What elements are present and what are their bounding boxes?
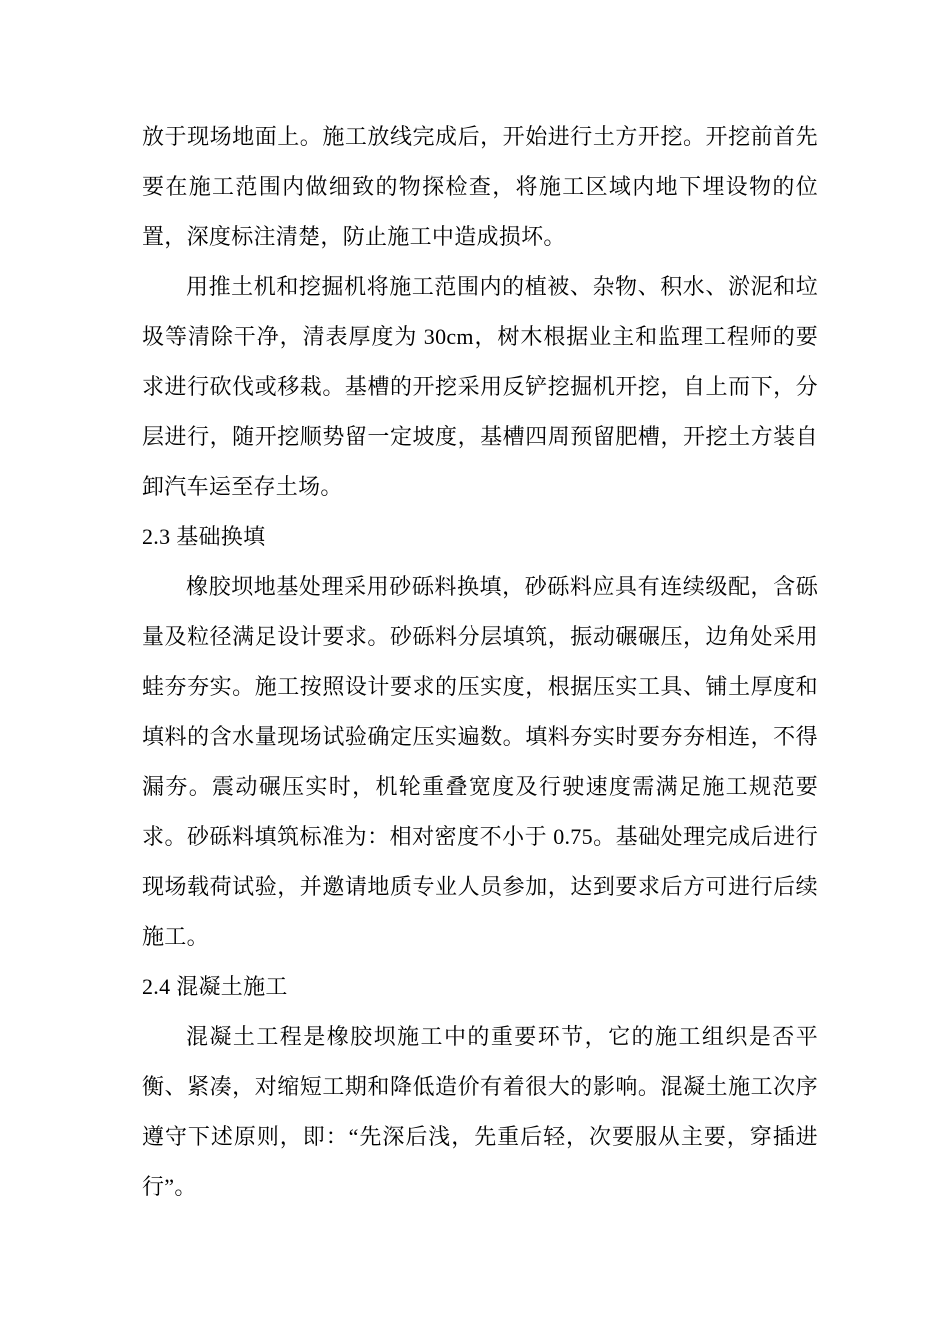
paragraph-foundation-replacement-details: 橡胶坝地基处理采用砂砾料换填，砂砾料应具有连续级配，含砾量及粒径满足设计要求。砂砾料分层填筑，振动碾碾压，边角处采用蛙夯夯实。施工按照设计要求的压实度，根据压实工具、铺土厚度和填料的含水量现场试验确定压实遍数。填料夯实时要夯夯相连，不得漏夯。震动碾压实时，机轮重叠宽度及行驶速度需满足施工规范要求。砂砾料填筑标准为：相对密度不小于 0.75。基础处理完成后进行现场载荷试验，并邀请地质专业人员参加，达到要求后方可进行后续施工。 [142,574,818,949]
section-heading-2-3-foundation-replacement: 2.3 基础换填 [142,524,266,549]
paragraph-site-clearing-and-trench-excavation: 用推土机和挖掘机将施工范围内的植被、杂物、积水、淤泥和垃圾等清除干净，清表厚度为 30cm，树木根据业主和监理工程师的要求进行砍伐或移栽。基槽的开挖采用反铲挖掘机开挖，自上而下，分层进行，随开挖顺势留一定坡度，基槽四周预留肥槽，开挖土方装自卸汽车运至存土场。 [142,274,818,499]
document-text-block [142,112,818,1212]
section-heading-2-4-concrete-construction: 2.4 混凝土施工 [142,974,288,999]
paragraph-concrete-construction-principles: 混凝土工程是橡胶坝施工中的重要环节，它的施工组织是否平衡、紧凑，对缩短工期和降低造价有着很大的影响。混凝土施工次序遵守下述原则，即：“先深后浅，先重后轻，次要服从主要，穿插进行”。 [142,1024,818,1199]
paragraph-earthwork-excavation-continued: 放于现场地面上。施工放线完成后，开始进行土方开挖。开挖前首先要在施工范围内做细致的物探检查，将施工区域内地下埋设物的位置，深度标注清楚，防止施工中造成损坏。 [142,124,818,249]
